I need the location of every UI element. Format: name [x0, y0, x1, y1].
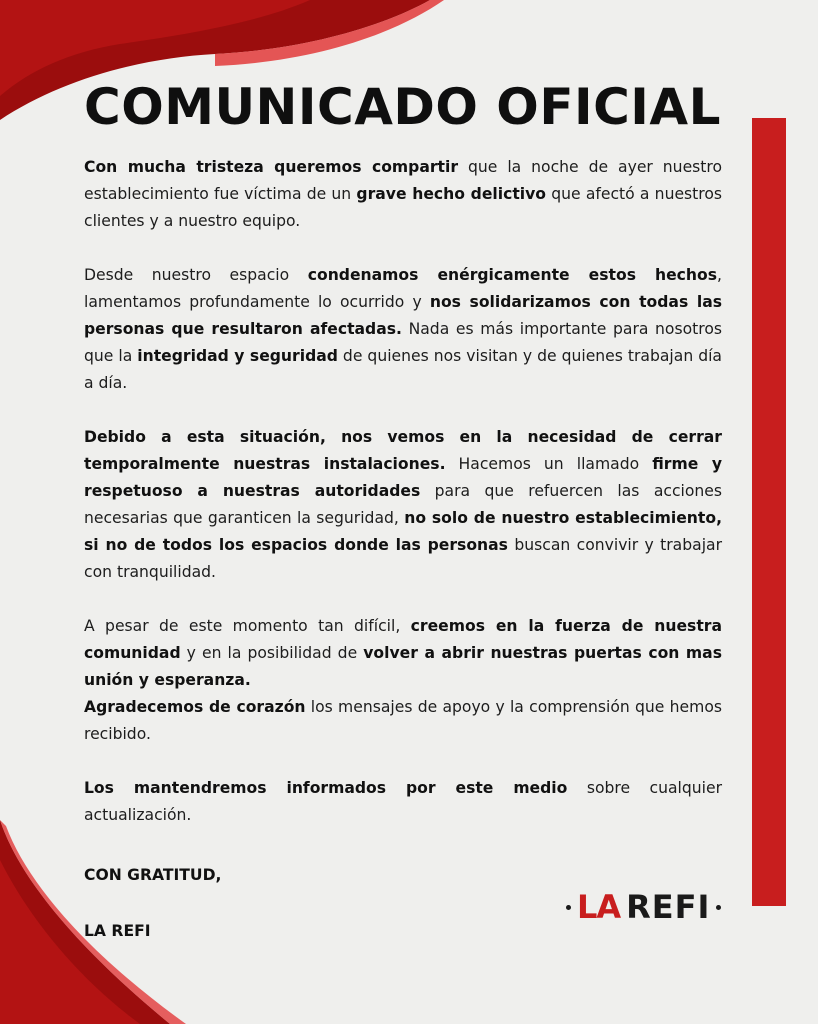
text-segment: buscan convivir y trabajar con tranquilidad. — [84, 536, 722, 581]
text-segment: Hacemos un llamado — [445, 455, 653, 473]
paragraph — [84, 424, 722, 586]
bold-text: Los mantendremos informados por este medio — [84, 779, 568, 797]
statement-body — [84, 154, 722, 829]
bold-text: no solo de nuestro establecimiento, si no de todos los espacios donde las personas — [84, 509, 723, 554]
text-segment: sobre cualquier actualización. — [84, 779, 722, 824]
bold-text: creemos en la fuerza de nuestra comunidad — [84, 617, 722, 662]
logo-part-refi: REFI — [626, 888, 711, 926]
bold-text: grave hecho delictivo — [356, 185, 547, 203]
paragraph — [84, 262, 722, 397]
bold-text: Debido a esta situación, nos vemos en la necesidad de cerrar temporalmente nuestras instalaciones. — [84, 428, 722, 473]
paragraph — [84, 613, 722, 694]
text-segment: Desde nuestro espacio — [84, 266, 308, 284]
closing-greeting: CON GRATITUD, — [84, 866, 222, 884]
text-segment: y en la posibilidad de — [180, 644, 364, 662]
bold-text: integridad y seguridad — [137, 347, 338, 365]
paragraph — [84, 694, 722, 748]
bold-text: condenamos enérgicamente estos hechos — [307, 266, 718, 284]
logo-part-la: LA — [577, 888, 621, 926]
bold-text: Agradecemos de corazón — [84, 698, 306, 716]
closing-signature: LA REFI — [84, 922, 151, 940]
paragraph — [84, 154, 722, 235]
text-segment: que la noche de ayer nuestro establecimiento fue víctima de un — [84, 158, 723, 203]
text-segment: los mensajes de apoyo y la comprensión que hemos recibido. — [84, 698, 722, 743]
text-segment: de quienes nos visitan y de quienes trabajan día a día. — [84, 347, 722, 392]
logo-dot-right — [716, 905, 721, 910]
brand-logo — [566, 884, 721, 930]
bold-text: volver a abrir nuestras puertas con mas unión y esperanza. — [84, 644, 722, 689]
logo-dot-left — [566, 905, 571, 910]
page-title: COMUNICADO OFICIAL — [84, 78, 721, 136]
bold-text: firme y respetuoso a nuestras autoridades — [84, 455, 722, 500]
bold-text: nos solidarizamos con todas las personas que resultaron afectadas. — [84, 293, 723, 338]
text-segment: para que refuercen las acciones necesarias que garanticen la seguridad, — [84, 482, 722, 527]
accent-bar — [752, 118, 786, 906]
text-segment: A pesar de este momento tan difícil, — [84, 617, 411, 635]
text-segment: Nada es más importante para nosotros que la — [84, 320, 722, 365]
bold-text: Con mucha tristeza queremos compartir — [84, 158, 459, 176]
paragraph — [84, 775, 722, 829]
text-segment: , lamentamos profundamente lo ocurrido y — [84, 266, 722, 311]
text-segment: que afectó a nuestros clientes y a nuestro equipo. — [84, 185, 723, 230]
